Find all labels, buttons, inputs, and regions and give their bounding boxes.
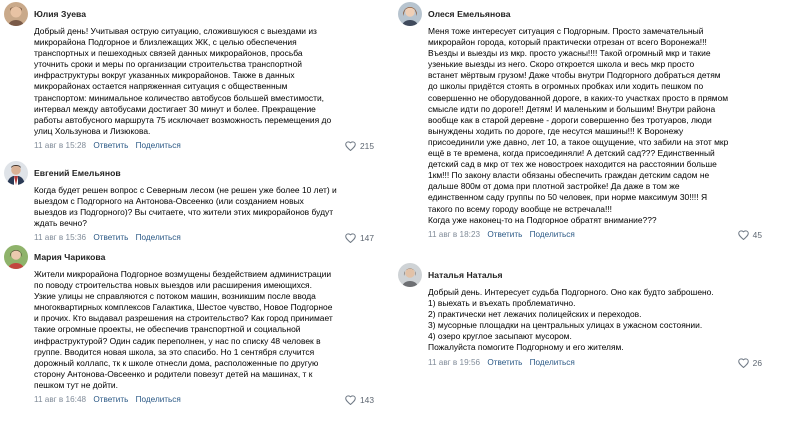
comment-line: Меня тоже интересует ситуация с Подгорным. Просто замечательный xyxy=(428,26,704,36)
comment-line: 1км!!! По закону власти обязаны обеспечить граждан детским садом не xyxy=(428,170,710,181)
comment-line: инфраструктуры вокруг указанных микрорайонов. Также в данных xyxy=(34,70,295,81)
comment-line: транспортных и пешеходных связей данных микрорайонов, просьба xyxy=(34,48,303,59)
comment-line: пешком тут не дойти. xyxy=(34,379,118,390)
comment-line: микрорайона Подгорное и близлежащих ЖК, с целью обеспечения xyxy=(34,37,297,48)
like-button[interactable] xyxy=(345,139,374,153)
comment-line: дорожный коллапс, тк к школе отнесли дома, расположенные по другую xyxy=(34,357,319,368)
comment-line: 2) практически нет лежачих полицейских и переходов. xyxy=(428,309,642,320)
comment-line: детский сад в мкр от тех же новостроек находится на расстоянии больше xyxy=(428,159,717,170)
comment-text xyxy=(398,287,762,354)
share-link[interactable]: Поделиться xyxy=(135,233,181,243)
comment-yulia-zueva xyxy=(4,3,374,153)
comment-text xyxy=(4,269,374,391)
comment-line: Добрый день. Интересует судьба Подгорного. Оно как будто заброшено. xyxy=(428,287,714,297)
comment-line: смысле идти по дороге!! Детям! И маленьким и большим! Внутри района xyxy=(428,103,716,114)
comment-line: Узкие улицы не справляются с потоком машин, возникшим после ввода xyxy=(34,291,316,302)
heart-icon xyxy=(738,358,749,368)
comment-line: инфраструктурой? Один садик переполнен, у нас по списку 48 человек в xyxy=(34,335,321,346)
likes-count: 45 xyxy=(752,229,762,240)
comment-text xyxy=(4,26,374,137)
reply-link[interactable]: Ответить xyxy=(93,140,129,150)
comment-line: микрорайон города, который практически отрезан от всего Воронежа!!! xyxy=(428,37,707,48)
comment-line: интервал между автобусами достигает 30 минут и более. Прекращение xyxy=(34,103,316,114)
likes-count: 215 xyxy=(360,140,374,151)
comment-line: по поводу строительства новых выездов или расширения имеющихся. xyxy=(34,280,312,291)
comment-line: 3) мусорные площадки на центральных улицах в ужасном состоянии. xyxy=(428,320,703,331)
author-name[interactable]: Наталья Наталья xyxy=(428,270,503,280)
comment-line: Въезды и выезды из мкр. просто ужасны!!!! Такой огромный мкр и такие xyxy=(428,48,711,59)
reply-link[interactable]: Ответить xyxy=(93,395,129,405)
comment-line: Добрый день! Учитывая острую ситуацию, сложившуюся с выездами из xyxy=(34,26,317,36)
share-link[interactable]: Поделиться xyxy=(529,229,575,239)
comment-line: уточнить сроки и меры по организации строительства транспортной xyxy=(34,59,303,70)
reply-link[interactable]: Ответить xyxy=(487,229,523,239)
share-link[interactable]: Поделиться xyxy=(529,357,575,367)
comment-line: Когда будет решен вопрос с Северным лесом (не решен уже более 10 лет) и xyxy=(34,185,337,195)
avatar-yulia[interactable] xyxy=(4,2,28,26)
comment-line: группе. Вводится новая школа, за это спасибо. Но 1 сентября случится xyxy=(34,346,315,357)
comment-line: такого по всему городу вообще не встречала!!! xyxy=(428,203,613,214)
heart-icon xyxy=(345,141,356,151)
comment-line: дальше 800м от дома при плотной застройке! Да даже в том же xyxy=(428,181,680,192)
comment-line: единственном саду группы по 50 человек, при норме максимум 30!!!! Я xyxy=(428,192,708,203)
comment-line: ещё в те времена, когда присоединяли! А детский сад??? Единственный xyxy=(428,148,715,159)
comment-line: ждать вечно? xyxy=(34,218,87,229)
comment-time[interactable]: 11 авг в 15:28 xyxy=(34,140,87,150)
comment-line: Жители микрорайона Подгорное возмущены бездействием администрации xyxy=(34,269,332,279)
share-link[interactable]: Поделиться xyxy=(135,395,181,405)
author-name[interactable]: Евгений Емельянов xyxy=(34,168,121,178)
comment-line: микрорайонах остается напряженная ситуация с общественным xyxy=(34,81,288,92)
comment-natalya-natalya xyxy=(398,264,762,370)
comment-line: до школы придётся стоять в огромных пробках или ходить пешком по xyxy=(428,81,704,92)
comment-olesya-emelyanova xyxy=(398,3,762,242)
avatar-maria[interactable] xyxy=(4,245,28,269)
comment-line: встанет мёртвым грузом! Даже чтобы внутри Подгорного добраться детям xyxy=(428,70,721,81)
comment-footer xyxy=(4,231,374,245)
avatar-natalya[interactable] xyxy=(398,263,422,287)
comment-line: вообще как в старой деревне - дороги совершенно без тротуаров, люди xyxy=(428,114,712,125)
comment-footer xyxy=(398,356,762,370)
likes-count: 26 xyxy=(752,357,762,368)
author-name[interactable]: Юлия Зуева xyxy=(34,9,87,19)
likes-count: 147 xyxy=(360,233,374,244)
comment-text xyxy=(398,26,762,226)
heart-icon xyxy=(345,395,356,405)
author-name[interactable]: Олеся Емельянова xyxy=(428,9,511,19)
comment-line: 1) выехать и въехать проблематично. xyxy=(428,298,576,309)
comment-line: 4) озеро круглое засыпают мусором. xyxy=(428,331,572,342)
comment-time[interactable]: 11 авг в 15:36 xyxy=(34,233,87,243)
comment-footer xyxy=(398,228,762,242)
comment-line: транспортом: минимальное количество автобусов большей вместимости, xyxy=(34,92,325,103)
comment-line: Пожалуйста помогите Подгорному и его жителям. xyxy=(428,342,624,353)
comment-line: Когда уже наконец-то на Подгорное обратят внимание??? xyxy=(428,214,657,225)
comment-evgeny-emelyanov xyxy=(4,162,374,245)
author-name[interactable]: Мария Чарикова xyxy=(34,252,106,262)
likes-count: 143 xyxy=(360,395,374,406)
like-button[interactable] xyxy=(738,356,762,370)
comment-line: и прочих. Кто выдавал разрешения на строительство? Как город принимает xyxy=(34,313,333,324)
comment-footer xyxy=(4,393,374,407)
comment-maria-charikova xyxy=(4,246,374,407)
reply-link[interactable]: Ответить xyxy=(487,357,523,367)
heart-icon xyxy=(738,230,749,240)
comment-line: совершенно не оборудованной дороге, в каких-то участках просто в прямом xyxy=(428,92,729,103)
avatar-olesya[interactable] xyxy=(398,2,422,26)
comment-line: присоединили уже давно, лет 10, а такое ощущение, что забили на этот мкр xyxy=(428,136,729,147)
comment-line: узенькие выезды из него. Скоро откроется школа и весь мкр просто xyxy=(428,59,695,70)
comment-time[interactable]: 11 авг в 18:23 xyxy=(428,229,481,239)
comment-footer xyxy=(4,139,374,153)
like-button[interactable] xyxy=(345,231,374,245)
comment-line: многоквартирных комплексов Галактика, Шестое чувство, Новое Подгорное xyxy=(34,302,333,313)
comment-line: сторону Антонова-Овсеенко и родители повезут детей на машинах, т к xyxy=(34,368,313,379)
comment-line: вынуждены ходить по дороге, где несутся машины!!! К Воронежу xyxy=(428,125,684,136)
comment-line: выездов из Подгорного)? Вы считаете, что жители этих микрорайонов будут xyxy=(34,207,334,218)
heart-icon xyxy=(345,233,356,243)
comment-text xyxy=(4,185,374,229)
comment-line: выездом с Подгорного на Антонова-Овсеенко (или созданием новых xyxy=(34,196,304,207)
avatar-evgeny[interactable] xyxy=(4,161,28,185)
reply-link[interactable]: Ответить xyxy=(93,233,129,243)
like-button[interactable] xyxy=(345,393,374,407)
comment-line: такие огромные проекты, не обеспечив транспортной и социальной xyxy=(34,324,301,335)
comment-line: улиц Хользунова и Лизюкова. xyxy=(34,125,151,136)
comment-time[interactable]: 11 авг в 16:48 xyxy=(34,395,87,405)
share-link[interactable]: Поделиться xyxy=(135,140,181,150)
comment-line: работы автобусного маршрута 75 исключает возможность перемещения до xyxy=(34,114,332,125)
comment-time[interactable]: 11 авг в 19:56 xyxy=(428,357,481,367)
like-button[interactable] xyxy=(738,228,762,242)
